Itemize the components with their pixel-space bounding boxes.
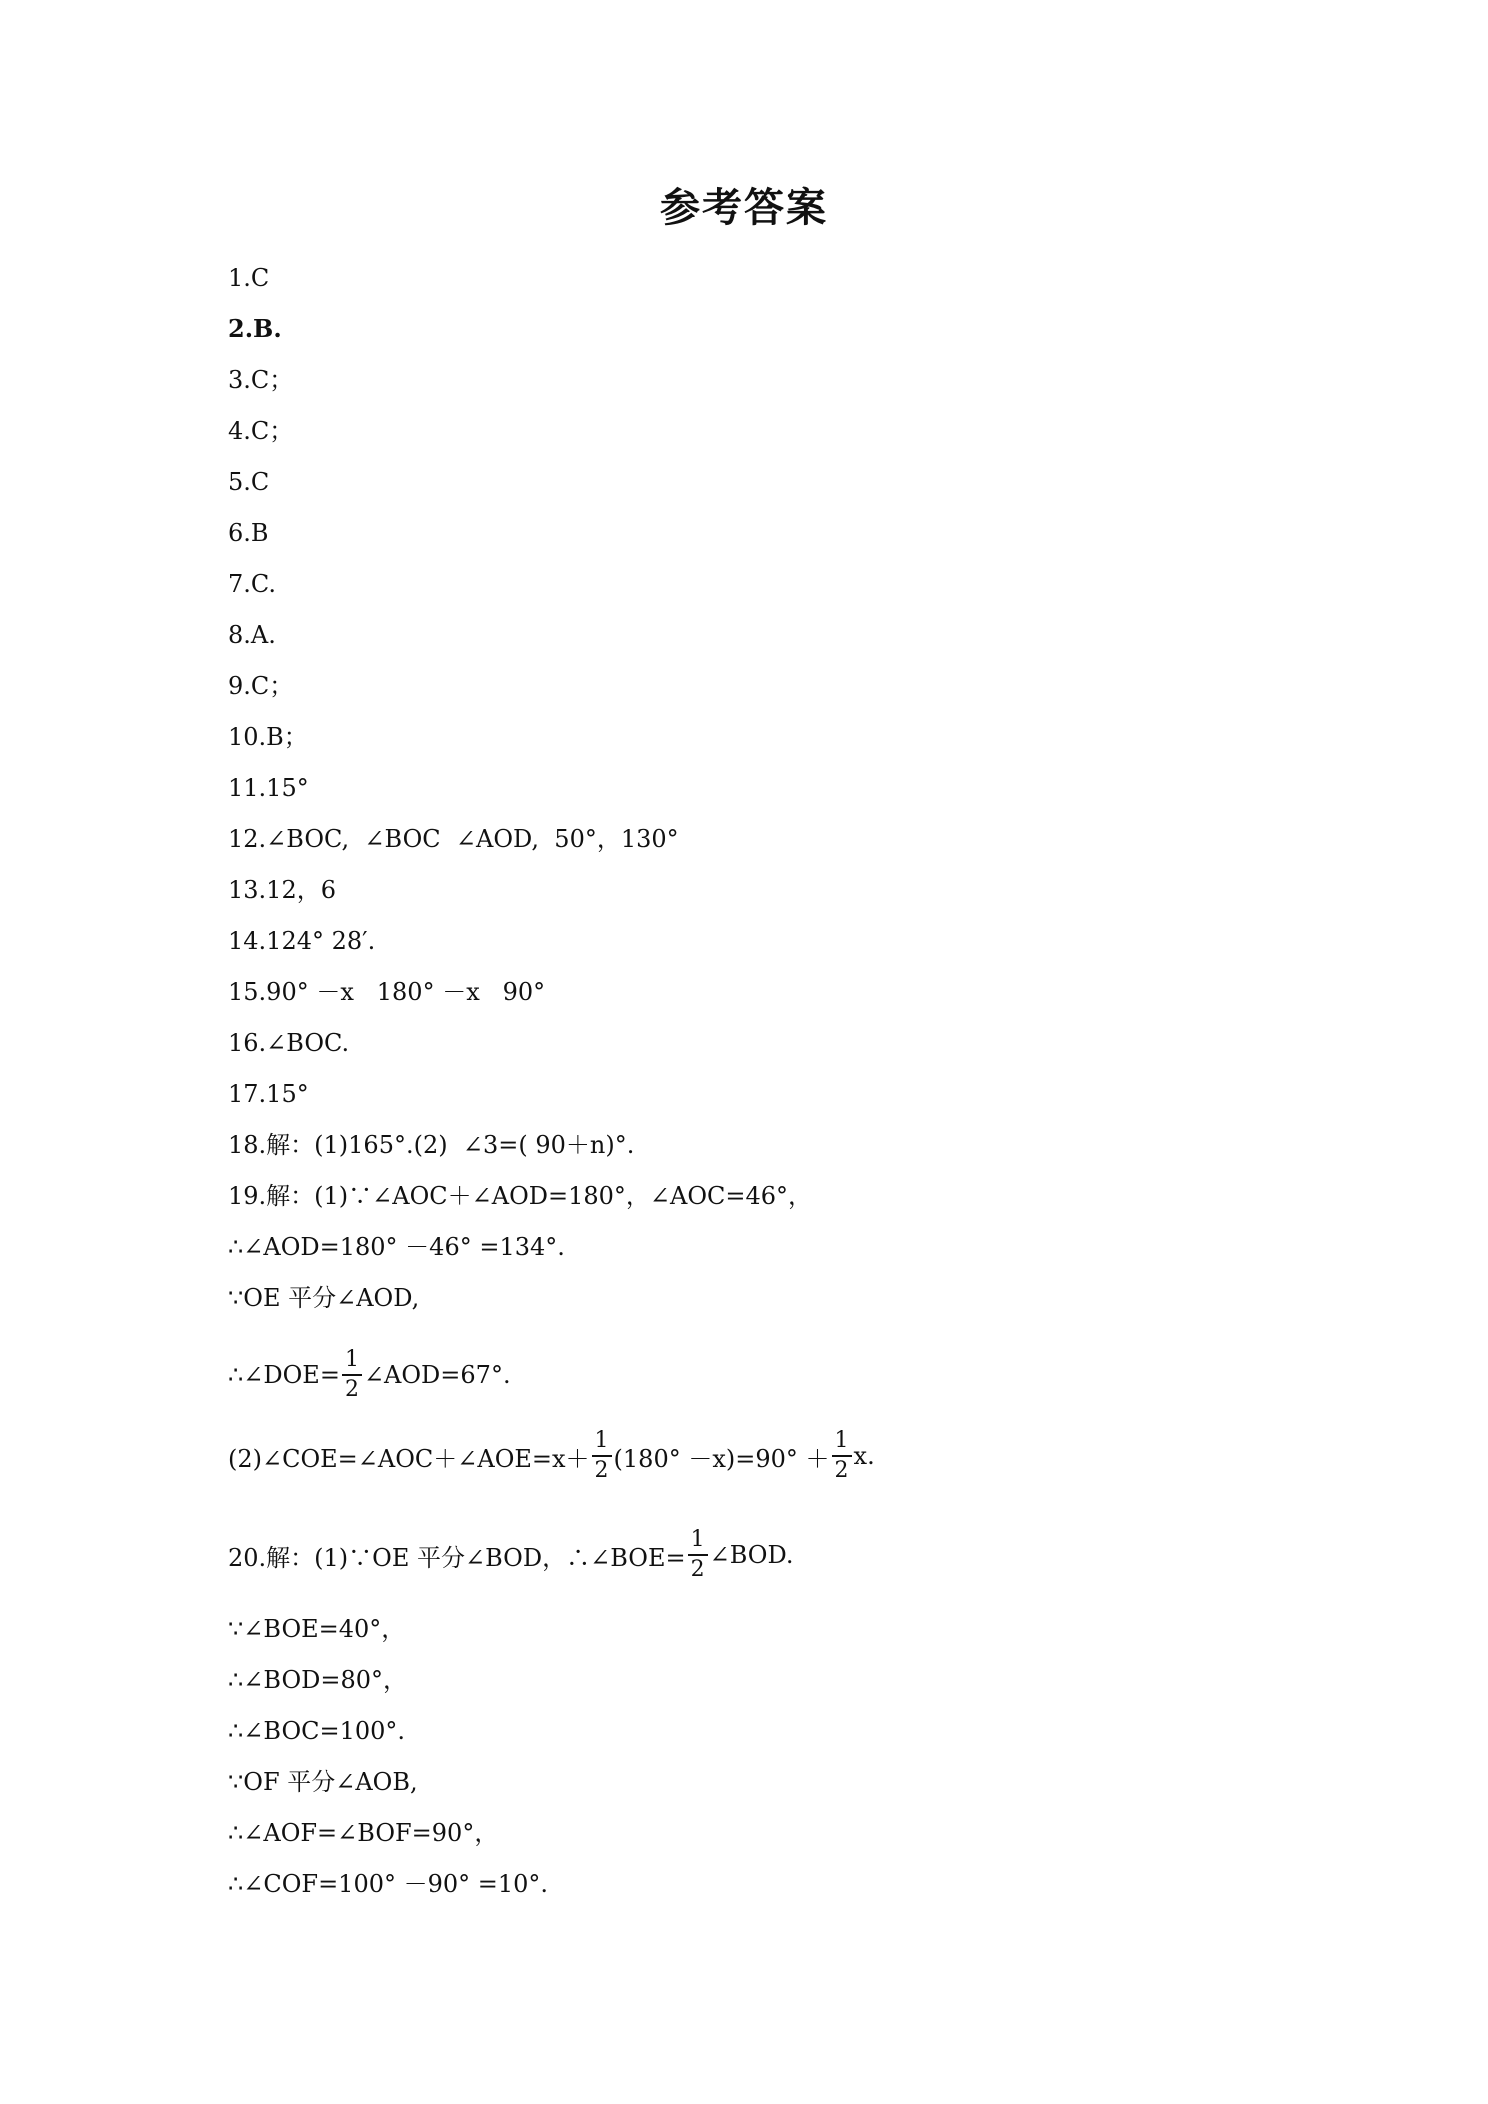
fraction-denominator: 2 xyxy=(594,1458,609,1483)
fraction-denominator: 2 xyxy=(834,1458,849,1483)
answer-19-line-5-prefix: (2)∠COE=∠AOC＋∠AOE=x＋ xyxy=(228,1444,590,1473)
answer-19-line-3: ∵OE 平分∠AOD, xyxy=(228,1284,420,1312)
fraction-one-half xyxy=(688,1526,708,1584)
answer-7: 7.C. xyxy=(228,570,277,598)
answer-1: 1.C xyxy=(228,264,270,292)
answer-4: 4.C； xyxy=(228,417,294,445)
answer-19-line-1: 19.解：(1)∵∠AOC＋∠AOD=180°，∠AOC=46°， xyxy=(228,1182,813,1210)
answer-15: 15.90° －x 180° －x 90° xyxy=(228,978,546,1006)
answer-20-line-7: ∴∠COF=100° －90° =10°. xyxy=(228,1870,549,1898)
answer-20-line-2: ∵∠BOE=40°， xyxy=(228,1615,406,1643)
fraction-numerator: 1 xyxy=(344,1347,359,1372)
answer-19-line-4 xyxy=(228,1333,511,1417)
answer-17: 17.15° xyxy=(228,1080,309,1108)
fraction-denominator: 2 xyxy=(344,1377,359,1402)
answer-6: 6.B xyxy=(228,519,269,547)
answer-13: 13.12，6 xyxy=(228,876,336,904)
answer-19-line-5-middle: (180° －x)=90° ＋ xyxy=(613,1444,830,1473)
answer-20-line-1-suffix: ∠BOD. xyxy=(709,1541,794,1569)
answer-9: 9.C； xyxy=(228,672,294,700)
answer-20-line-4: ∴∠BOC=100°. xyxy=(228,1717,406,1745)
answer-11: 11.15° xyxy=(228,774,309,802)
answer-18: 18.解：(1)165°.(2) ∠3=( 90＋n)°. xyxy=(228,1131,635,1159)
fraction-one-half xyxy=(592,1427,612,1485)
answer-8: 8.A. xyxy=(228,621,276,649)
answer-20-line-3: ∴∠BOD=80°， xyxy=(228,1666,408,1694)
fraction-numerator: 1 xyxy=(690,1527,705,1552)
fraction-one-half xyxy=(342,1346,362,1404)
fraction-numerator: 1 xyxy=(834,1428,849,1453)
answer-19-line-2: ∴∠AOD=180° －46° =134°. xyxy=(228,1233,565,1261)
page-title: 参考答案 xyxy=(660,185,828,231)
answer-2: 2.B. xyxy=(228,314,282,343)
answer-20-line-5: ∵OF 平分∠AOB, xyxy=(228,1768,418,1796)
fraction-numerator: 1 xyxy=(594,1428,609,1453)
fraction-one-half xyxy=(832,1427,852,1485)
answer-10: 10.B； xyxy=(228,723,308,751)
answer-14: 14.124° 28′. xyxy=(228,927,376,955)
answer-19-line-5-suffix: x. xyxy=(853,1442,875,1470)
answer-16: 16.∠BOC. xyxy=(228,1029,350,1057)
answer-3: 3.C； xyxy=(228,366,294,394)
answer-19-line-4-prefix: ∴∠DOE= xyxy=(228,1361,340,1389)
answer-20-line-1 xyxy=(228,1513,793,1597)
answer-20-line-1-prefix: 20.解：(1)∵OE 平分∠BOD，∴∠BOE= xyxy=(228,1543,686,1572)
answer-5: 5.C xyxy=(228,468,270,496)
answer-19-line-5 xyxy=(228,1414,875,1498)
answer-12: 12.∠BOC, ∠BOC ∠AOD, 50°，130° xyxy=(228,825,679,853)
fraction-denominator: 2 xyxy=(690,1557,705,1582)
answer-20-line-6: ∴∠AOF=∠BOF=90°， xyxy=(228,1819,499,1847)
answer-19-line-4-suffix: ∠AOD=67°. xyxy=(363,1361,511,1389)
